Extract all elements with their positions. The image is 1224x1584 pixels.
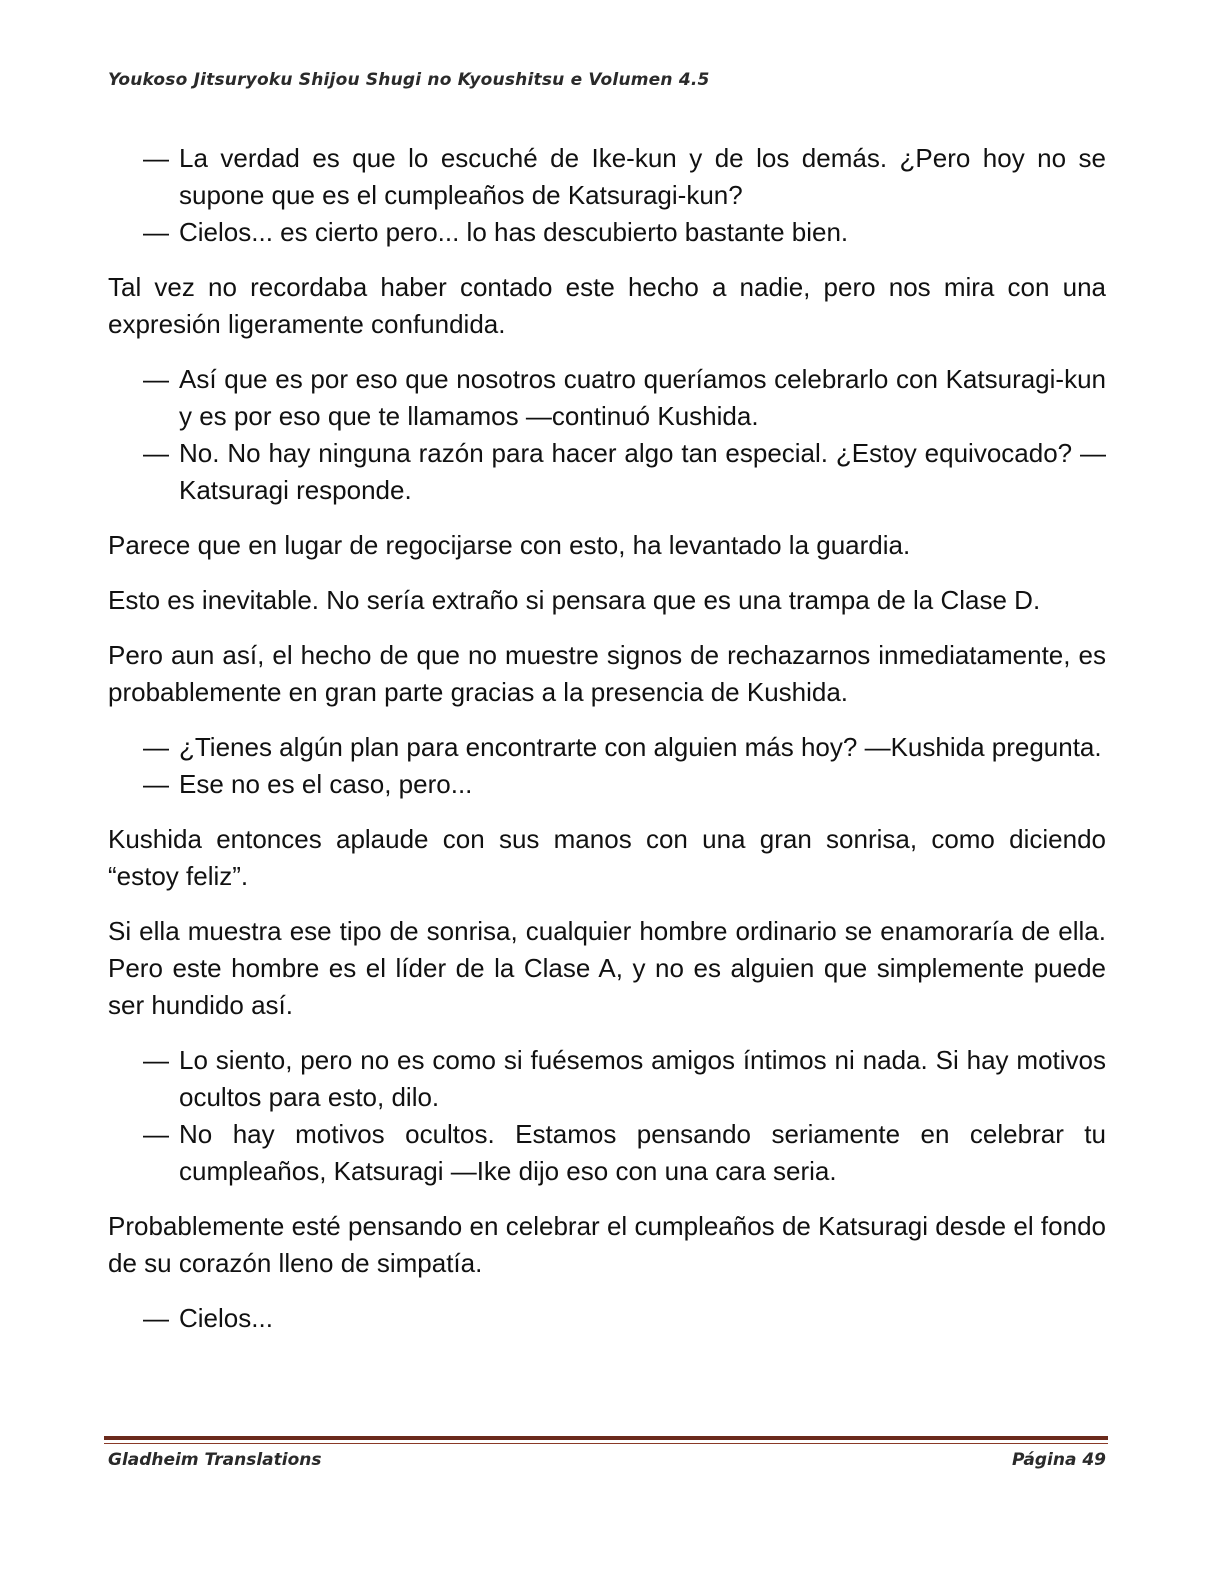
- dialogue-text: Cielos...: [179, 1303, 273, 1333]
- dialogue-text: No hay motivos ocultos. Estamos pensando seriamente en celebrar tu cumpleaños, Katsuragi —Ike dijo eso con una cara seria.: [179, 1119, 1106, 1186]
- dialogue-text: ¿Tienes algún plan para encontrarte con alguien más hoy? —Kushida pregunta.: [179, 732, 1102, 762]
- footer-page-number: Página 49: [1012, 1450, 1106, 1470]
- dialogue-block: [143, 140, 1106, 251]
- dialogue-text: Lo siento, pero no es como si fuésemos amigos íntimos ni nada. Si hay motivos ocultos para esto, dilo.: [179, 1045, 1106, 1112]
- dialogue-text: La verdad es que lo escuché de Ike-kun y de los demás. ¿Pero hoy no se supone que es el cumpleaños de Katsuragi-kun?: [179, 143, 1106, 210]
- dialogue-dash: —: [143, 364, 169, 394]
- dialogue-dash: —: [143, 1119, 169, 1149]
- paragraph: Si ella muestra ese tipo de sonrisa, cualquier hombre ordinario se enamoraría de ella. Pero este hombre es el líder de la Clase A, y no es alguien que simplemente puede ser hundido así.: [108, 916, 1106, 1020]
- dialogue-line: [143, 1042, 1106, 1116]
- dialogue-line: [143, 435, 1106, 509]
- footer-rule-thin: [104, 1443, 1108, 1444]
- dialogue-line: [143, 729, 1106, 766]
- paragraph: Esto es inevitable. No sería extraño si pensara que es una trampa de la Clase D.: [108, 585, 1041, 615]
- dialogue-text: Cielos... es cierto pero... lo has descubierto bastante bien.: [179, 217, 849, 247]
- dialogue-block: [143, 1042, 1106, 1190]
- dialogue-text: Así que es por eso que nosotros cuatro queríamos celebrarlo con Katsuragi-kun y es por eso que te llamamos —continuó Kushida.: [179, 364, 1106, 431]
- page-body: [108, 140, 1106, 1337]
- paragraph: Kushida entonces aplaude con sus manos con una gran sonrisa, como diciendo “estoy feliz”.: [108, 824, 1106, 891]
- paragraph: Tal vez no recordaba haber contado este hecho a nadie, pero nos mira con una expresión ligeramente confundida.: [108, 272, 1106, 339]
- dialogue-block: [143, 1300, 1106, 1337]
- paragraph: Pero aun así, el hecho de que no muestre signos de rechazarnos inmediatamente, es probablemente en gran parte gracias a la presencia de Kushida.: [108, 640, 1106, 707]
- dialogue-dash: —: [143, 1045, 169, 1075]
- paragraph: Parece que en lugar de regocijarse con esto, ha levantado la guardia.: [108, 530, 911, 560]
- footer-publisher: Gladheim Translations: [108, 1450, 322, 1470]
- dialogue-line: [143, 361, 1106, 435]
- dialogue-line: [143, 766, 1106, 803]
- running-header: Youkoso Jitsuryoku Shijou Shugi no Kyoushitsu e Volumen 4.5: [108, 70, 710, 90]
- dialogue-text: Ese no es el caso, pero...: [179, 769, 473, 799]
- dialogue-block: [143, 361, 1106, 509]
- paragraph: Probablemente esté pensando en celebrar el cumpleaños de Katsuragi desde el fondo de su corazón lleno de simpatía.: [108, 1211, 1106, 1278]
- dialogue-dash: —: [143, 769, 169, 799]
- footer-rule-thick: [104, 1436, 1108, 1440]
- dialogue-dash: —: [143, 143, 169, 173]
- dialogue-dash: —: [143, 217, 169, 247]
- dialogue-line: [143, 1116, 1106, 1190]
- dialogue-dash: —: [143, 1303, 169, 1333]
- dialogue-dash: —: [143, 732, 169, 762]
- dialogue-dash: —: [143, 438, 169, 468]
- dialogue-block: [143, 729, 1106, 803]
- dialogue-line: [143, 1300, 1106, 1337]
- dialogue-line: [143, 140, 1106, 214]
- dialogue-line: [143, 214, 1106, 251]
- dialogue-text: No. No hay ninguna razón para hacer algo tan especial. ¿Estoy equivocado? —Katsuragi responde.: [179, 438, 1106, 505]
